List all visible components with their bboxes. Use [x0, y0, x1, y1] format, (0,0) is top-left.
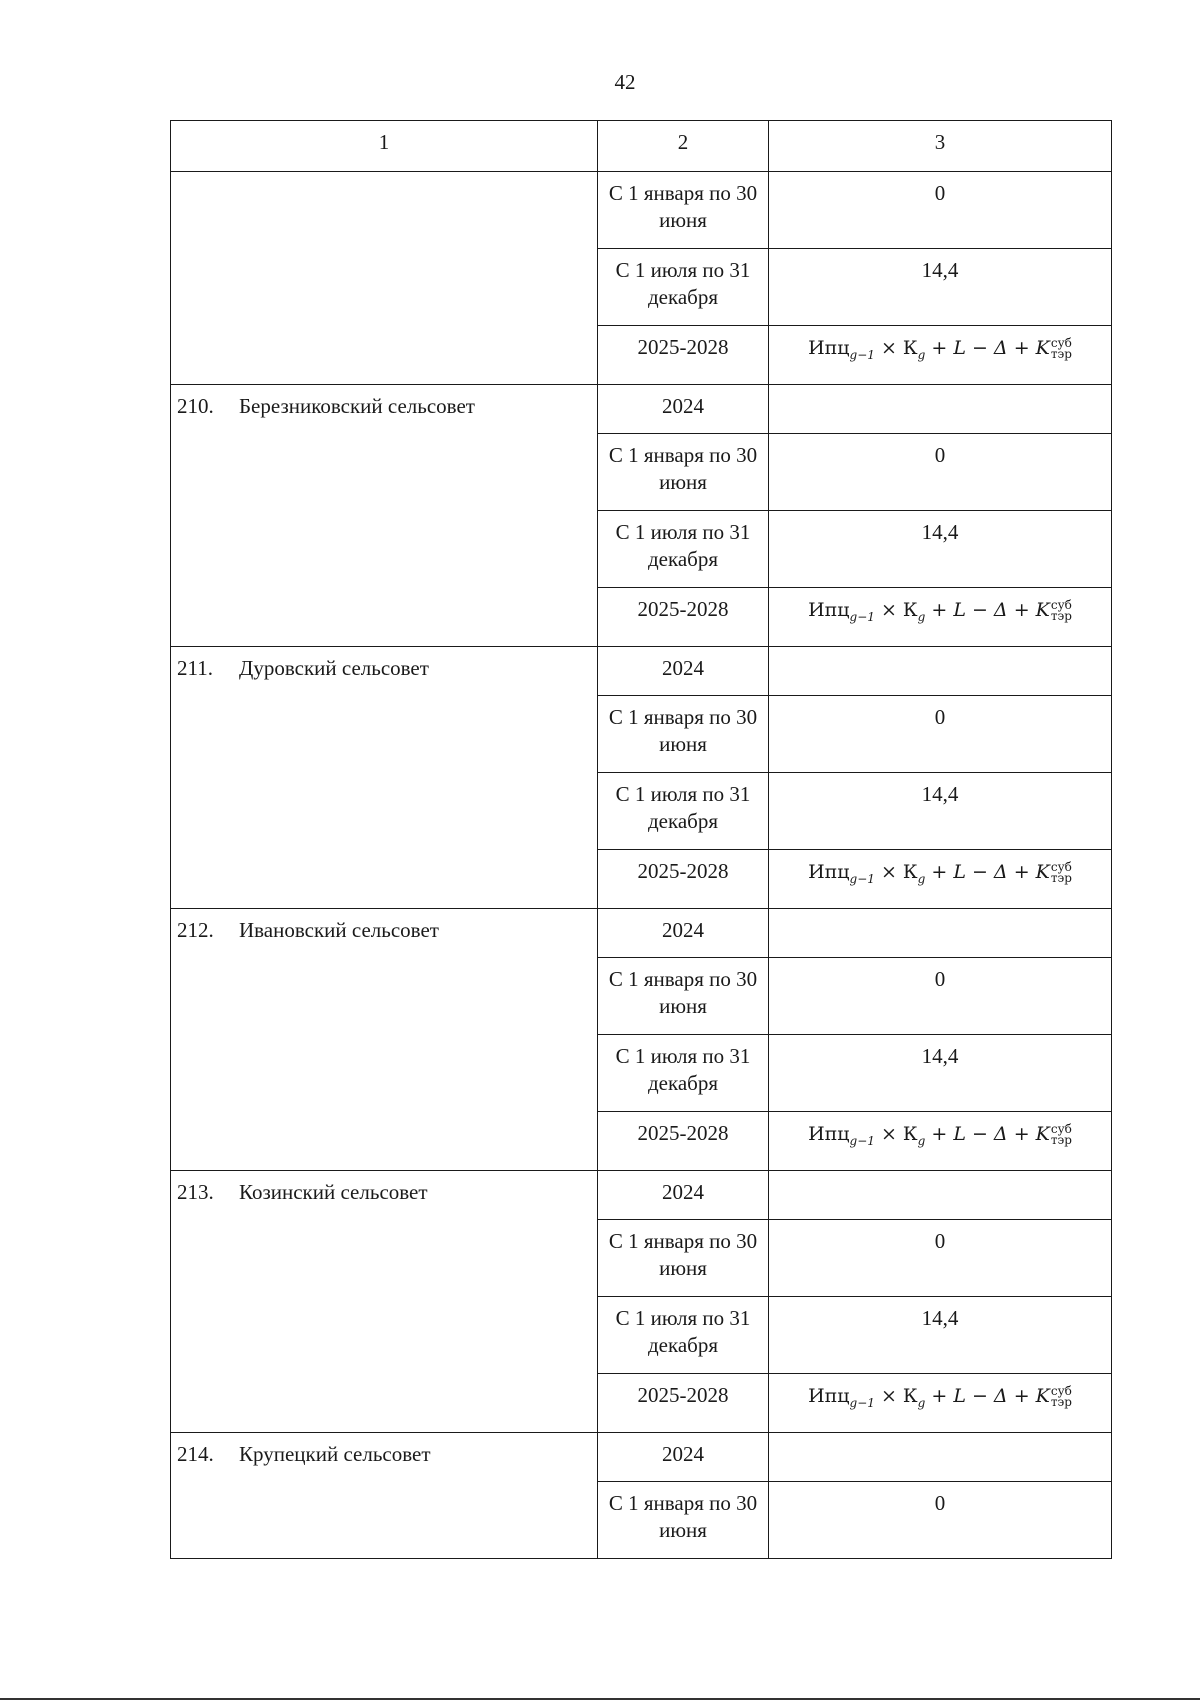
- period-cell: С 1 января по 30 июня: [598, 958, 769, 1035]
- period-cell: 2024: [598, 1433, 769, 1482]
- value-cell: 0: [769, 1220, 1112, 1297]
- value-cell: [769, 588, 1112, 647]
- value-cell: 0: [769, 1482, 1112, 1559]
- table-row: [171, 385, 1112, 434]
- value-cell: 0: [769, 434, 1112, 511]
- formula: $Ипц_{g-1} \times К_g + L - \Delta + K$ суб тэр: [808, 860, 1072, 886]
- period-cell: 2024: [598, 647, 769, 696]
- value-cell: 14,4: [769, 1297, 1112, 1374]
- header-col-1: 1: [171, 121, 598, 172]
- municipality-name: Дуровский сельсовет: [239, 656, 429, 680]
- period-cell: 2025-2028: [598, 1374, 769, 1433]
- period-cell: С 1 января по 30 июня: [598, 434, 769, 511]
- period-cell: 2024: [598, 1171, 769, 1220]
- formula: $Ипц_{g-1} \times К_g + L - \Delta + K$ суб тэр: [808, 1384, 1072, 1410]
- value-cell: [769, 1171, 1112, 1220]
- period-cell: С 1 января по 30 июня: [598, 696, 769, 773]
- period-cell: С 1 января по 30 июня: [598, 1220, 769, 1297]
- formula: $Ипц_{g-1} \times К_g + L - \Delta + K$ суб тэр: [808, 598, 1072, 624]
- formula: $Ипц_{g-1} \times К_g + L - \Delta + K$ суб тэр: [808, 1122, 1072, 1148]
- municipality-name: Козинский сельсовет: [239, 1180, 428, 1204]
- municipality-cell: [171, 909, 598, 1171]
- row-number: 211.: [177, 656, 213, 680]
- header-col-3: 3: [769, 121, 1112, 172]
- formula: $Ипц_{g-1} \times К_g + L - \Delta + K$ суб тэр: [808, 336, 1072, 362]
- value-cell: 14,4: [769, 1035, 1112, 1112]
- period-cell: С 1 июля по 31 декабря: [598, 1297, 769, 1374]
- municipality-cell: [171, 385, 598, 647]
- value-cell: 14,4: [769, 249, 1112, 326]
- table-row: [171, 909, 1112, 958]
- value-cell: 14,4: [769, 773, 1112, 850]
- row-number: 212.: [177, 918, 214, 942]
- page-number: 42: [614, 70, 636, 94]
- period-cell: 2025-2028: [598, 1112, 769, 1171]
- value-cell: [769, 909, 1112, 958]
- municipality-name: Ивановский сельсовет: [239, 918, 439, 942]
- period-cell: С 1 июля по 31 декабря: [598, 1035, 769, 1112]
- value-cell: [769, 1112, 1112, 1171]
- table-row: [171, 1433, 1112, 1482]
- period-cell: С 1 января по 30 июня: [598, 1482, 769, 1559]
- header-col-2: 2: [598, 121, 769, 172]
- value-cell: [769, 326, 1112, 385]
- period-cell: С 1 января по 30 июня: [598, 172, 769, 249]
- period-cell: С 1 июля по 31 декабря: [598, 773, 769, 850]
- bottom-rule: [0, 1698, 1200, 1700]
- period-cell: 2025-2028: [598, 588, 769, 647]
- period-cell: 2025-2028: [598, 850, 769, 909]
- municipality-cell: [171, 1171, 598, 1433]
- value-cell: 0: [769, 172, 1112, 249]
- municipality-cell: [171, 1433, 598, 1559]
- municipality-name: Березниковский сельсовет: [239, 394, 475, 418]
- municipality-cell: [171, 647, 598, 909]
- period-cell: 2025-2028: [598, 326, 769, 385]
- row-number: 213.: [177, 1180, 214, 1204]
- table-row: [171, 172, 1112, 249]
- header-row: [171, 121, 1112, 172]
- table-body: [171, 121, 1112, 1559]
- value-cell: 0: [769, 696, 1112, 773]
- value-cell: [769, 385, 1112, 434]
- value-cell: [769, 850, 1112, 909]
- table-row: [171, 1171, 1112, 1220]
- value-cell: [769, 647, 1112, 696]
- row-number: 214.: [177, 1442, 214, 1466]
- value-cell: 0: [769, 958, 1112, 1035]
- period-cell: С 1 июля по 31 декабря: [598, 249, 769, 326]
- table-row: [171, 647, 1112, 696]
- period-cell: С 1 июля по 31 декабря: [598, 511, 769, 588]
- municipality-name: Крупецкий сельсовет: [239, 1442, 431, 1466]
- tariff-table: [170, 120, 1112, 1559]
- value-cell: 14,4: [769, 511, 1112, 588]
- period-cell: 2024: [598, 909, 769, 958]
- value-cell: [769, 1433, 1112, 1482]
- row-number: 210.: [177, 394, 214, 418]
- name-cell: [171, 172, 598, 385]
- period-cell: 2024: [598, 385, 769, 434]
- value-cell: [769, 1374, 1112, 1433]
